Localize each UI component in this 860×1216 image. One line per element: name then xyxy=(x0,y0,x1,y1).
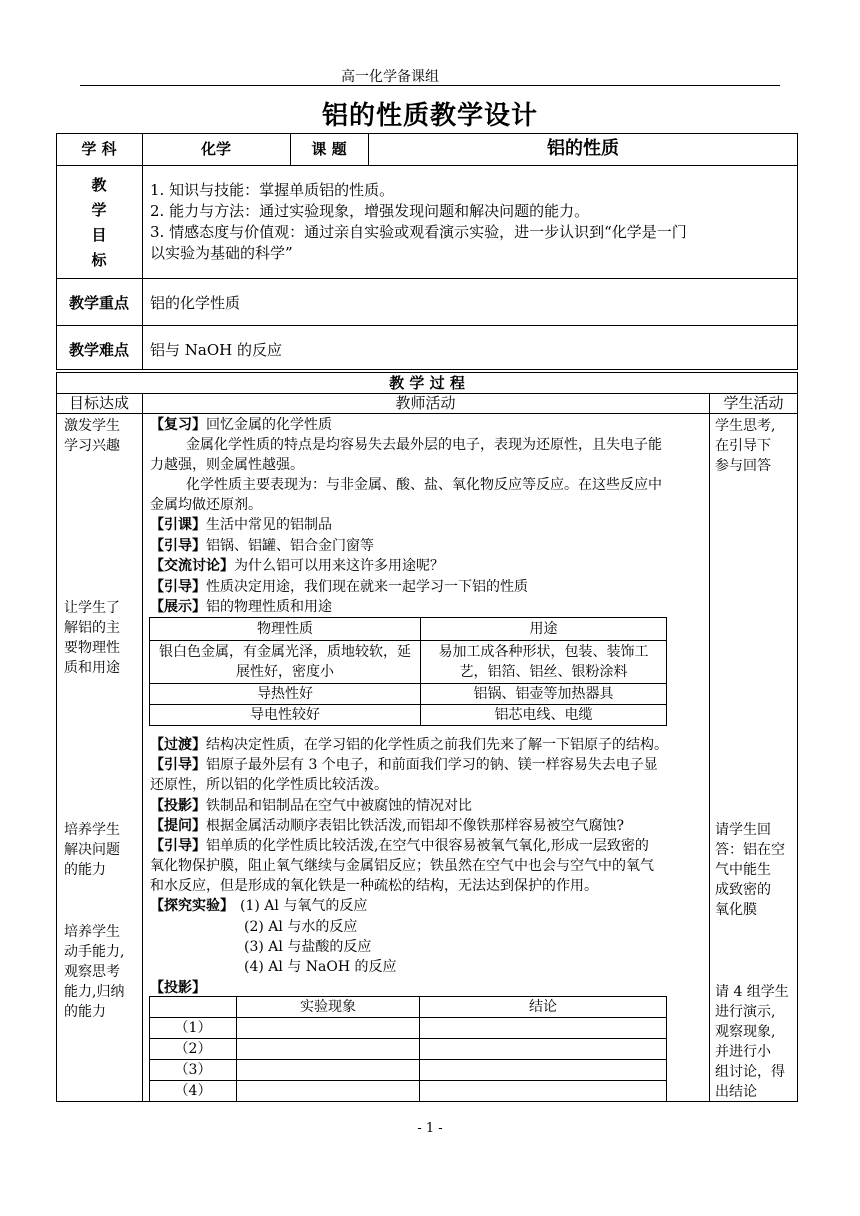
show-line: 【展示】铝的物理性质和用途 xyxy=(150,599,332,615)
review-para-2a: 化学性质主要表现为：与非金属、酸、盐、氧化物反应等反应。在这些反应中 xyxy=(186,477,662,493)
table-cell xyxy=(237,1039,420,1060)
table-row xyxy=(150,1081,667,1102)
question-line: 【提问】根据金属活动顺序表铝比铁活泼,而铝却不像铁那样容易被空气腐蚀? xyxy=(150,818,624,834)
student-note-1: 学生思考, 在引导下 参与回答 xyxy=(715,418,776,474)
goal-note-1: 激发学生 学习兴趣 xyxy=(64,418,120,454)
table-cell xyxy=(420,1039,667,1060)
col-teacher-header: 教师活动 xyxy=(395,394,456,412)
table-cell xyxy=(420,1081,667,1102)
transition-line: 【过渡】结构决定性质，在学习铝的化学性质之前我们先来了解一下铝原子的结构。 xyxy=(150,737,668,753)
guide-line-4a: 【引导】铝单质的化学性质比较活泼,在空气中很容易被氧气氧化,形成一层致密的 xyxy=(150,838,649,854)
process-title: 教 学 过 程 xyxy=(389,374,465,392)
table-cell: 易加工成各种形状，包装、装饰工艺，铝箔、铝丝、银粉涂料 xyxy=(421,641,667,684)
table-cell xyxy=(237,1018,420,1039)
review-para-1b: 力越强，则金属性越强。 xyxy=(150,457,304,473)
discussion-line: 【交流讨论】为什么铝可以用来这许多用途呢？ xyxy=(150,558,444,574)
table-cell: 铝芯电线、电缆 xyxy=(421,705,667,726)
table-cell xyxy=(420,1060,667,1081)
projection-line-1: 【投影】铁制品和铝制品在空气中被腐蚀的情况对比 xyxy=(150,798,472,814)
difficulty-value: 铝与 NaOH 的反应 xyxy=(150,341,282,359)
experiment-item-4: (4) Al 与 NaOH 的反应 xyxy=(244,959,397,975)
table-header-row xyxy=(150,997,667,1018)
experiment-item-3: (3) Al 与盐酸的反应 xyxy=(244,939,372,955)
page-number: - 1 - xyxy=(417,1121,443,1136)
table-cell: 银白色金属，有金属光泽，质地较软，延展性好，密度小 xyxy=(150,641,421,684)
guide-line-1: 【引导】铝锅、铝罐、铝合金门窗等 xyxy=(150,538,374,554)
subject-value: 化学 xyxy=(200,140,231,158)
review-para-1a: 金属化学性质的特点是均容易失去最外层的电子，表现为还原性，且失电子能 xyxy=(186,437,662,453)
goal-note-3: 培养学生 解决问题 的能力 xyxy=(64,822,120,878)
experiment-item-2: (2) Al 与水的反应 xyxy=(244,919,358,935)
table-header: 实验现象 xyxy=(237,997,420,1018)
header-rule xyxy=(80,85,780,86)
page-header: 高一化学备课组 xyxy=(341,69,439,85)
table-cell: 导电性较好 xyxy=(150,705,421,726)
goal-line-3: 3. 情感态度与价值观：通过亲自实验或观看演示实验，进一步认识到“化学是一门 xyxy=(150,223,687,241)
table-cell: （3） xyxy=(150,1060,237,1081)
guide-line-3a: 【引导】铝原子最外层有 3 个电子，和前面我们学习的钠、镁一样容易失去电子显 xyxy=(150,757,658,773)
topic-value: 铝的性质 xyxy=(547,138,619,159)
difficulty-label: 教学难点 xyxy=(68,341,129,359)
subject-label: 学 科 xyxy=(81,140,117,158)
table-row xyxy=(150,1060,667,1081)
col-student-header: 学生活动 xyxy=(723,394,784,412)
document-title: 铝的性质教学设计 xyxy=(321,101,538,131)
table-cell xyxy=(237,1060,420,1081)
table-header: 物理性质 xyxy=(150,618,421,641)
table-cell: （2） xyxy=(150,1039,237,1060)
table-row xyxy=(150,705,667,726)
table-row xyxy=(150,1039,667,1060)
experiment-line: 【探究实验】 (1) Al 与氧气的反应 xyxy=(150,898,368,914)
table-row xyxy=(150,684,667,705)
intro-line: 【引课】生活中常见的铝制品 xyxy=(150,517,332,533)
table-header: 结论 xyxy=(420,997,667,1018)
topic-label: 课 题 xyxy=(311,140,347,158)
table-header-row xyxy=(150,618,667,641)
physical-properties-table xyxy=(149,617,667,726)
projection-line-2: 【投影】 xyxy=(150,980,206,996)
table-cell: 导热性好 xyxy=(150,684,421,705)
table-header xyxy=(150,997,237,1018)
table-cell: 铝锅、铝壶等加热器具 xyxy=(421,684,667,705)
table-row xyxy=(150,1018,667,1039)
goals-label-3: 目 xyxy=(91,226,107,244)
table-cell: （4） xyxy=(150,1081,237,1102)
goal-note-4: 培养学生 动手能力, 观察思考 能力,归纳 的能力 xyxy=(64,924,125,1020)
table-header: 用途 xyxy=(421,618,667,641)
table-cell xyxy=(420,1018,667,1039)
guide-line-2: 【引导】性质决定用途，我们现在就来一起学习一下铝的性质 xyxy=(150,579,528,595)
table-cell: （1） xyxy=(150,1018,237,1039)
key-point-value: 铝的化学性质 xyxy=(150,294,241,312)
experiment-table xyxy=(149,996,667,1102)
goal-line-4: 以实验为基础的科学” xyxy=(150,244,293,262)
goals-label-4: 标 xyxy=(91,251,107,269)
col-goal-header: 目标达成 xyxy=(68,394,129,412)
guide-line-4b: 氧化物保护膜，阻止氧气继续与金属铝反应；铁虽然在空气中也会与空气中的氧气 xyxy=(150,858,654,874)
student-note-2: 请学生回 答：铝在空 气中能生 成致密的 氧化膜 xyxy=(715,822,785,918)
table-cell xyxy=(237,1081,420,1102)
review-para-2b: 金属均做还原剂。 xyxy=(150,497,262,513)
review-line: 【复习】回忆金属的化学性质 xyxy=(150,417,332,433)
goal-line-1: 1. 知识与技能：掌握单质铝的性质。 xyxy=(150,181,395,199)
goals-label-2: 学 xyxy=(91,201,107,219)
key-point-label: 教学重点 xyxy=(68,294,129,312)
guide-line-4c: 和水反应，但是形成的氧化铁是一种疏松的结构，无法达到保护的作用。 xyxy=(150,878,598,894)
goal-note-2: 让学生了 解铝的主 要物理性 质和用途 xyxy=(64,600,120,676)
table-row xyxy=(150,641,667,684)
goal-line-2: 2. 能力与方法：通过实验现象，增强发现问题和解决问题的能力。 xyxy=(150,202,590,220)
goals-label-1: 教 xyxy=(91,176,107,194)
guide-line-3b: 还原性，所以铝的化学性质比较活泼。 xyxy=(150,777,388,793)
student-note-3: 请 4 组学生 进行演示, 观察现象, 并进行小 组讨论，得 出结论 xyxy=(715,984,789,1100)
